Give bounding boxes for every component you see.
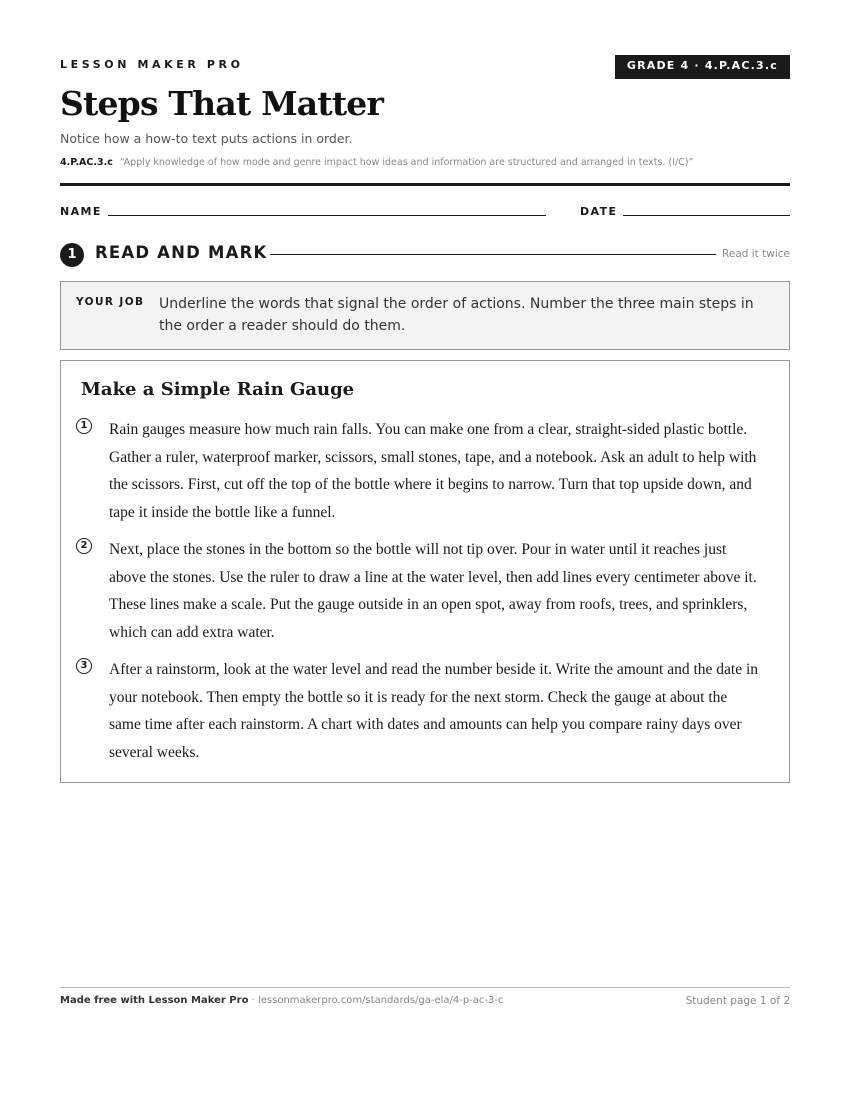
brand-name: LESSON MAKER PRO: [60, 58, 244, 71]
page-title: Steps That Matter: [60, 84, 384, 123]
paragraph-number-3: 3: [76, 658, 92, 674]
header-divider: [60, 183, 790, 186]
footer-divider: [60, 987, 790, 988]
job-text: Underline the words that signal the order of actions. Number the three main steps in the order a reader should do them.: [159, 296, 754, 334]
standard-line: [60, 157, 693, 168]
job-instructions-box: [60, 281, 790, 350]
worksheet-page: [60, 0, 790, 1100]
date-label: DATE: [580, 205, 618, 218]
name-label: NAME: [60, 205, 102, 218]
date-field-line[interactable]: [623, 215, 790, 216]
job-label: YOUR JOB: [76, 296, 145, 308]
paragraph-number-2: 2: [76, 538, 92, 554]
standard-code: 4.P.AC.3.c: [60, 157, 113, 168]
paragraph-text-2: Next, place the stones in the bottom so the bottle will not tip over. Pour in water until it reaches just above the stones. Use the ruler to draw a line at the water level, then add lines every centimeter above it. These lines make a scale. Put the gauge outside in an open spot, away from roofs, trees, and sprinklers, which can add extra water.: [109, 541, 757, 641]
paragraph-text-3: After a rainstorm, look at the water level and read the number beside it. Write the amount and the date in your notebook. Then empty the bottle so it is ready for the next storm. Check the gauge at about the same time after each rainstorm. A chart with dates and amounts can help you compare rainy days over several weeks.: [109, 661, 759, 761]
footer-made-with: Made free with Lesson Maker Pro: [60, 995, 249, 1006]
reading-passage: [60, 360, 790, 783]
footer-page-number: Student page 1 of 2: [685, 995, 790, 1007]
paragraph-text-1: Rain gauges measure how much rain falls. You can make one from a clear, straight-sided plastic bottle. Gather a ruler, waterproof marker, scissors, small stones, tape, and a notebook. Ask an adult to help with the scissors. First, cut off the top of the bottle where it begins to narrow. Turn that top upside down, and tape it inside the bottle like a funnel.: [109, 421, 757, 521]
footer-credit: [60, 995, 504, 1006]
page-subtitle: Notice how a how-to text puts actions in order.: [60, 131, 353, 146]
section-title: READ AND MARK: [95, 243, 268, 262]
standard-text: “Apply knowledge of how mode and genre impact how ideas and information are structured and arranged in texts. (I/C)”: [119, 157, 694, 168]
footer-url[interactable]: · lessonmakerpro.com/standards/ga-ela/4-p-ac-3-c: [248, 995, 504, 1006]
section-number-badge: 1: [60, 243, 84, 267]
section-note: Read it twice: [722, 248, 790, 260]
passage-title: Make a Simple Rain Gauge: [81, 379, 355, 400]
paragraph-number-1: 1: [76, 418, 92, 434]
name-field-line[interactable]: [108, 215, 546, 216]
grade-badge: GRADE 4 · 4.P.AC.3.c: [615, 55, 790, 79]
section-divider: [270, 254, 716, 255]
